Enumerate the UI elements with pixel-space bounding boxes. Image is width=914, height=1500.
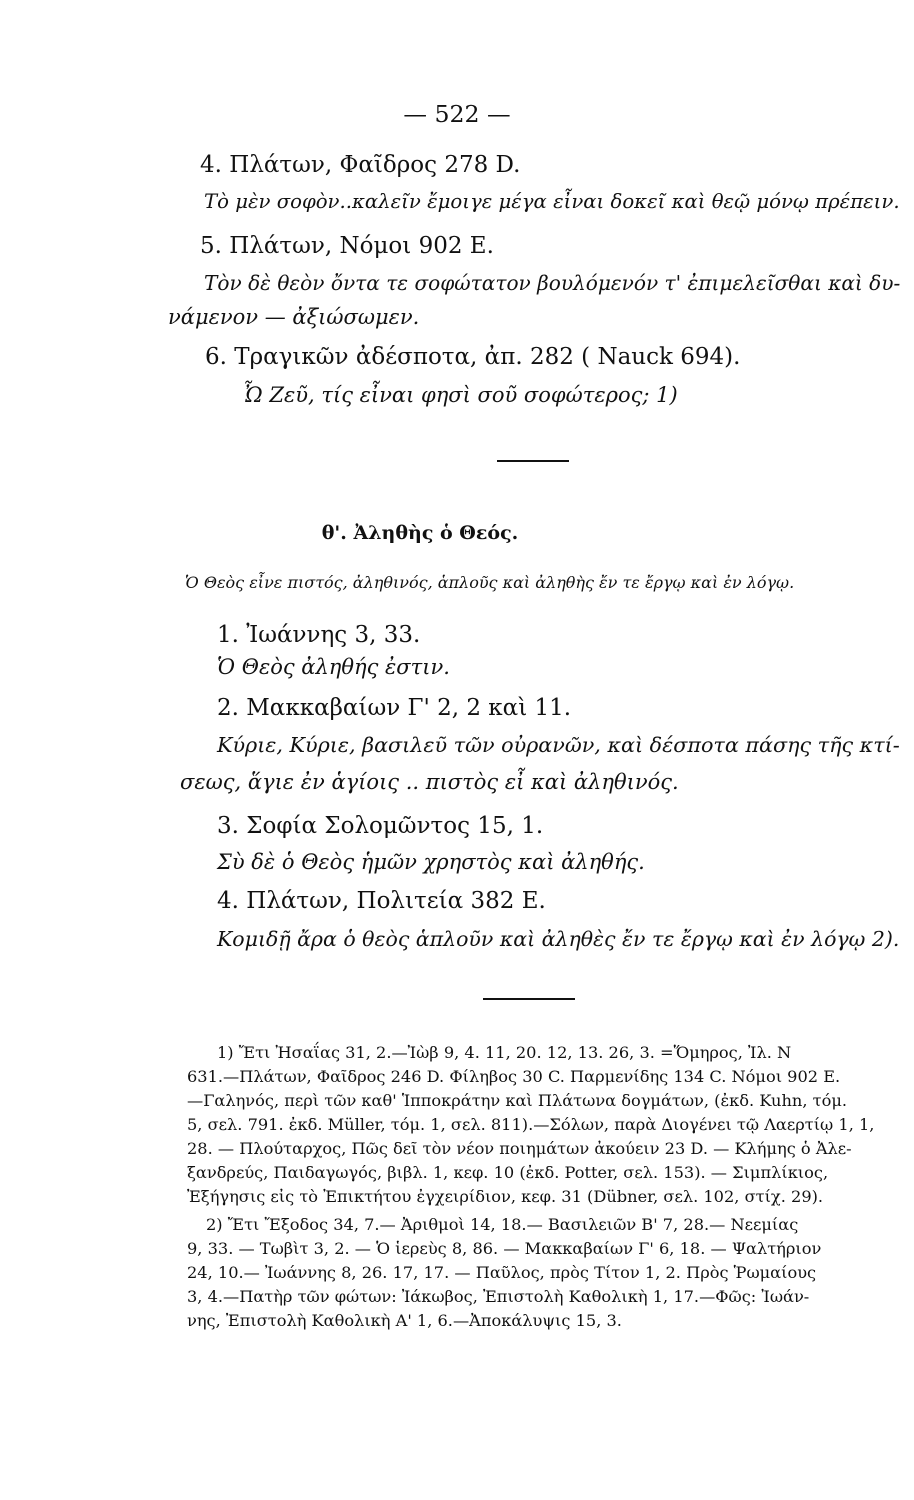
footnote-line: ξανδρεύς, Παιδαγωγός, βιβλ. 1, κεφ. 10 (ἐκδ. Potter, σελ. 153). — Σιμπλίκιος, <box>187 1163 829 1182</box>
citation-plato-laws: 5. Πλάτων, Νόμοι 902 E. <box>200 233 494 259</box>
quote-maccabees-line-2: σεως, ἅγιε ἐν ἁγίοις .. πιστὸς εἶ καὶ ἀληθινός. <box>180 770 679 794</box>
footnote-line: 3, 4.—Πατὴρ τῶν φώτων: Ἰάκωβος, Ἐπιστολὴ Καθολικὴ 1, 17.—Φῶς: Ἰωάν- <box>187 1287 810 1306</box>
footnote-line: 9, 33. — Τωβὶτ 3, 2. — Ὁ ἱερεὺς 8, 86. — Μακκαβαίων Γ' 6, 18. — Ψαλτήριον <box>187 1239 822 1258</box>
footnote-line: 5, σελ. 791. ἐκδ. Müller, τόμ. 1, σελ. 811).—Σόλων, παρὰ Διογένει τῷ Λαερτίῳ 1, 1, <box>187 1115 875 1134</box>
quote-phaedrus: Τὸ μὲν σοφὸν..καλεῖν ἔμοιγε μέγα εἶναι δοκεῖ καὶ θεῷ μόνῳ πρέπειν. <box>204 190 900 213</box>
footnote-divider <box>483 998 575 1000</box>
quote-john: Ὁ Θεὸς ἀληθής ἐστιν. <box>217 655 450 679</box>
quote-laws-line-2: νάμενον — ἀξιώσωμεν. <box>168 305 420 329</box>
citation-wisdom: 3. Σοφία Σολομῶντος 15, 1. <box>217 813 544 839</box>
quote-tragic-fragment: Ὦ Ζεῦ, τίς εἶναι φησὶ σοῦ σοφώτερος; 1) <box>243 383 678 407</box>
citation-maccabees: 2. Μακκαβαίων Γ' 2, 2 καὶ 11. <box>217 695 572 721</box>
footnote-line: 2) Ἔτι Ἔξοδος 34, 7.— Ἀριθμοὶ 14, 18.— Βασιλειῶν Β' 7, 28.— Νεεμίας <box>206 1215 799 1234</box>
footnote-line: νης, Ἐπιστολὴ Καθολικὴ Α' 1, 6.—Ἀποκάλυψις 15, 3. <box>187 1311 622 1330</box>
citation-plato-republic: 4. Πλάτων, Πολιτεία 382 E. <box>217 888 546 914</box>
citation-plato-phaedrus: 4. Πλάτων, Φαῖδρος 278 D. <box>200 152 521 178</box>
section-title: θ'. Ἀληθὴς ὁ Θεός. <box>321 522 519 544</box>
citation-tragic-fragments: 6. Τραγικῶν ἀδέσποτα, ἀπ. 282 ( Nauck 694). <box>205 344 741 370</box>
footnote-line: Ἐξήγησις εἰς τὸ Ἐπικτήτου ἐγχειρίδιον, κεφ. 31 (Dübner, σελ. 102, στίχ. 29). <box>187 1187 824 1206</box>
section-summary: Ὁ Θεὸς εἶνε πιστός, ἀληθινός, ἁπλοῦς καὶ ἀληθὴς ἔν τε ἔργῳ καὶ ἐν λόγῳ. <box>185 573 795 592</box>
page-number: — 522 — <box>403 100 511 128</box>
quote-republic: Κομιδῇ ἄρα ὁ θεὸς ἁπλοῦν καὶ ἀληθὲς ἔν τε ἔργῳ καὶ ἐν λόγῳ 2). <box>217 927 900 951</box>
footnote-line: —Γαληνός, περὶ τῶν καθ' Ἱπποκράτην καὶ Πλάτωνα δογμάτων, (ἐκδ. Kuhn, τόμ. <box>187 1091 847 1110</box>
footnote-line: 28. — Πλούταρχος, Πῶς δεῖ τὸν νέον ποιημάτων ἀκούειν 23 D. — Κλήμης ὁ Ἀλε- <box>187 1139 852 1158</box>
footnote-line: 1) Ἔτι Ἠσαΐας 31, 2.—Ἰὼβ 9, 4. 11, 20. 12, 13. 26, 3. =Ὅμηρος, Ἰλ. N <box>217 1043 792 1062</box>
quote-laws-line-1: Τὸν δὲ θεὸν ὄντα τε σοφώτατον βουλόμενόν τ' ἐπιμελεῖσθαι καὶ δυ- <box>204 271 901 295</box>
quote-wisdom: Σὺ δὲ ὁ Θεὸς ἡμῶν χρηστὸς καὶ ἀληθής. <box>217 850 645 874</box>
footnote-line: 24, 10.— Ἰωάννης 8, 26. 17, 17. — Παῦλος, πρὸς Τίτον 1, 2. Πρὸς Ῥωμαίους <box>187 1263 817 1282</box>
footnote-line: 631.—Πλάτων, Φαῖδρος 246 D. Φίληβος 30 C. Παρμενίδης 134 C. Νόμοι 902 E. <box>187 1067 841 1086</box>
citation-john: 1. Ἰωάννης 3, 33. <box>217 622 421 648</box>
section-divider <box>497 460 569 462</box>
quote-maccabees-line-1: Κύριε, Κύριε, βασιλεῦ τῶν οὐρανῶν, καὶ δέσποτα πάσης τῆς κτί- <box>217 733 900 757</box>
